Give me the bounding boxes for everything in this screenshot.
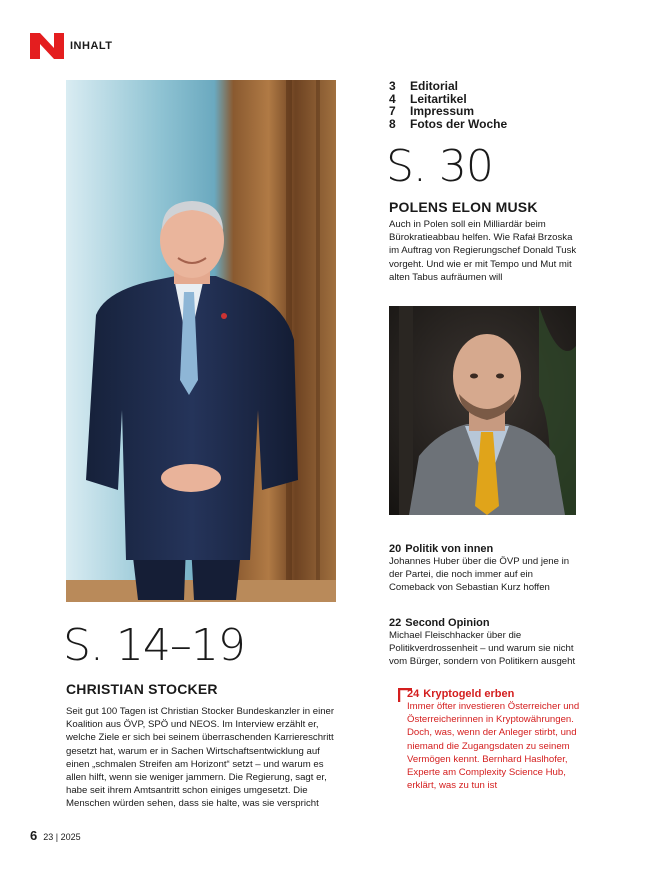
article-teaser[interactable]: [389, 543, 579, 595]
section-label: INHALT: [70, 40, 113, 52]
toc-item[interactable]: [389, 118, 507, 131]
toc-item-number: 8: [389, 116, 396, 131]
article-number: 24: [407, 688, 420, 700]
article-title: [407, 688, 589, 700]
toc-item-number: 7: [389, 104, 396, 118]
teaser-stocker: Seit gut 100 Tagen ist Christian Stocker Bundeskanzler in einer Koalition aus ÖVP, SPÖ und NEOS. Im Interview erzählt er, welche Ziele er sich bei seinem überraschenden Karriereschritt gesetzt hat, warum er in Sachen Wirtschaftsentwicklung auf einen „schmalen Streifen am Horizont“ setzt – und warum es allen hilft, wenn sie weniger jammern. Die Regierung, sagt er, habe seit ihrem Amtsantritt schon einiges umgesetzt. Die Menschen würden sehen, dass sie halte, was sie verspricht: [66, 706, 335, 810]
toc-item-number: 3: [389, 79, 396, 93]
toc-item-title: Impressum: [410, 104, 475, 118]
article-title-text: Kryptogeld erben: [423, 688, 515, 700]
toc-item[interactable]: [389, 105, 507, 118]
article-text: Johannes Huber über die ÖVP und jene in der Partei, die noch immer auf ein Comeback von Sebastian Kurz hoffen: [389, 556, 570, 594]
headline-musk[interactable]: POLENS ELON MUSK: [389, 199, 538, 215]
article-teaser[interactable]: [389, 617, 589, 669]
photo-christian-stocker: [66, 80, 336, 602]
article-text: Immer öfter investieren Österreicher und Österreicherinnen in Kryptowährungen. Doch, was, wenn der Anleger stirbt, und niemand die Zugangsdaten zu seinem Vermögen kennt. Bernhard Haslhofer, Experte am Complexity Science Hub, erklärt, was zu tun ist: [407, 701, 580, 792]
toc-item-title: Editorial: [410, 79, 459, 93]
page-footer: [30, 828, 81, 843]
page-ref-stocker: S. 14–19: [63, 620, 245, 671]
page-number: 6: [30, 828, 38, 843]
toc-item-title: Fotos der Woche: [410, 116, 508, 131]
article-title-text: Politik von innen: [405, 543, 494, 555]
article-number: 22: [389, 617, 402, 629]
toc-item-title: Leitartikel: [410, 91, 467, 106]
issue-label: 23 | 2025: [43, 832, 81, 842]
toc-item[interactable]: [389, 80, 507, 93]
photo-rafal-brzoska: [389, 306, 576, 515]
page-ref-musk: S. 30: [386, 141, 493, 192]
article-teaser-highlight[interactable]: [389, 688, 589, 792]
article-title: [389, 543, 579, 555]
article-title-text: Second Opinion: [405, 617, 490, 629]
toc-item-number: 4: [389, 91, 396, 106]
article-text: Michael Fleischhacker über die Politikverdrossenheit – und warum sie nicht vom Bürger, sondern von Politikern ausgeht: [389, 630, 576, 668]
article-number: 20: [389, 543, 402, 555]
teaser-musk: Auch in Polen soll ein Milliardär beim Bürokratieabbau helfen. Wie Rafał Brzoska im Auftrag von Regierungschef Donald Tusk vorgeht. Und wie er mit Tempo und Mut mit alten Tabus aufräumen will: [389, 219, 577, 283]
headline-stocker[interactable]: CHRISTIAN STOCKER: [66, 681, 218, 697]
article-title: [389, 617, 589, 629]
toc-list: [389, 80, 507, 130]
brand-logo: [30, 33, 64, 59]
